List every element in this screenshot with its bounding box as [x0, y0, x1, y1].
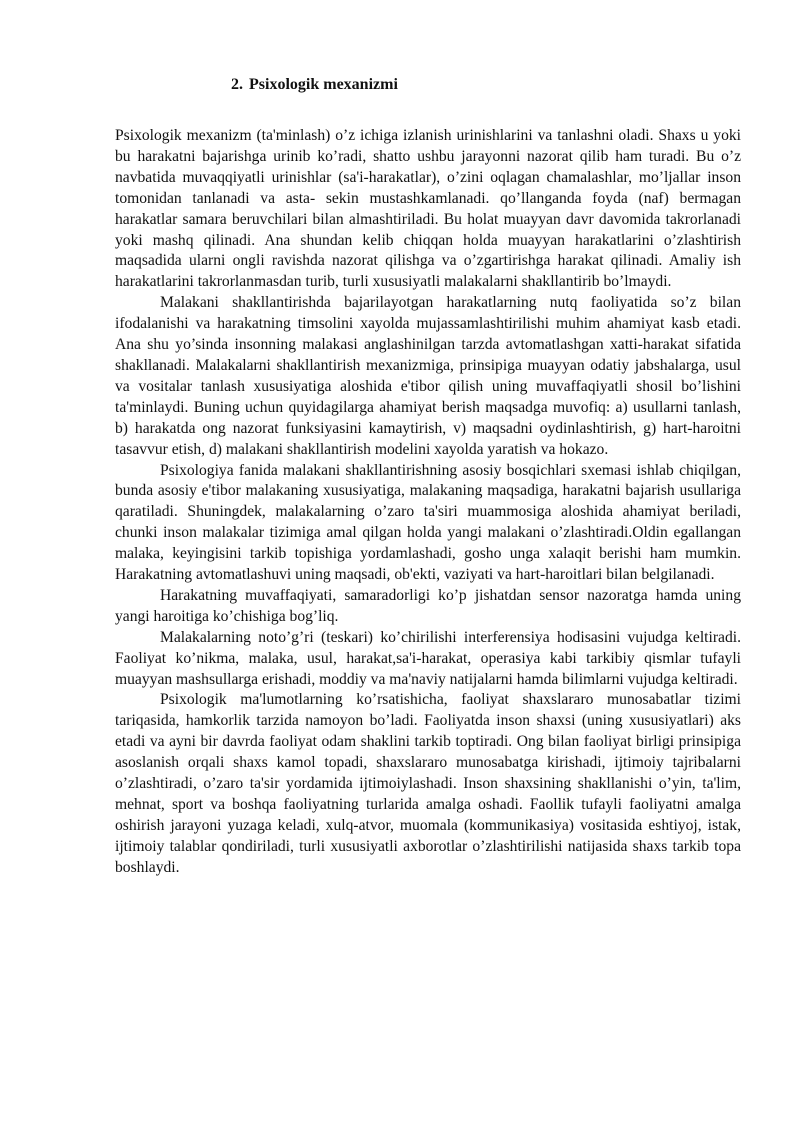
document-page: [115, 74, 741, 879]
section-heading: [115, 74, 741, 96]
paragraph-4: Harakatning muvaffaqiyati, samaradorligi ko’p jishatdan sensor nazoratga hamda uning yangi haroitiga ko’chishiga bog’liq.: [115, 586, 741, 625]
paragraph-5: Malakalarning noto’g’ri (teskari) ko’chirilishi interferensiya hodisasini vujudga keltiradi. Faoliyat ko’nikma, malaka, usul, harakat,sa'i-harakat, operasiya kabi tarkibiy qismlar tufayli muayyan mashsullarga erishadi, moddiy va ma'naviy natijalarni hamda bilimlarni vujudga keltiradi.: [115, 628, 741, 688]
paragraph-3: Psixologiya fanida malakani shakllantirishning asosiy bosqichlari sxemasi ishlab chiqilgan, bunda asosiy e'tibor malakaning xususiyatiga, malakaning maqsadiga, harakatni bajarish usullariga qaratiladi. Shuningdek, malakalarning o’zaro ta'siri muammosiga aloshida ahamiyat beriladi, chunki inson malakalar tizimiga amal qilgan holda yangi malakani o’zlashtiradi.Oldin egallangan malaka, keyingisini tarkib topishiga yordamlashadi, gosho unga xalaqit berishi ham mumkin. Harakatning avtomatlashuvi uning maqsadi, ob'ekti, vaziyati va hart-haroitlari bilan belgilanadi.: [115, 461, 741, 584]
section-title: Psixologik mexanizmi: [249, 76, 398, 93]
paragraph-1: Psixologik mexanizm (ta'minlash) o’z ichiga izlanish urinishlarini va tanlashni oladi. Shaxs u yoki bu harakatni bajarishga urinib ko’radi, shatto ushbu jarayonni nazorat qilib ham turadi. Bu o’z navbatida muvaqqiyatli urinishlar (sa'i-harakatlar), o’zini oqlagan chamalashlar, mo’ljallar inson tomonidan tanlanadi va asta- sekin mustashkamlanadi. qo’llanganda foyda (naf) bermagan harakatlar samara beruvchilari bilan almashtiriladi. Bu holat muayyan davr davomida takrorlanadi yoki mashq qilinadi. Ana shundan kelib chiqqan holda muayyan harakatlarini o’zlashtirish maqsadida ularni ongli ravishda nazorat qilishga va o’zgartirishga harakat qilinadi. Amaliy ish harakatlarini takrorlanmasdan turib, turli xususiyatli malakalarni shakllantirib bo’lmaydi.: [115, 127, 741, 291]
paragraph-2: Malakani shakllantirishda bajarilayotgan harakatlarning nutq faoliyatida so’z bilan ifodalanishi va harakatning timsolini xayolda mujassamlashtirilishi muhim ahamiyat kasb etadi. Ana shu yo’sinda insonning malakasi anglashinilgan tarzda avtomatlashgan xatti-harakat sifatida shakllanadi. Malakalarni shakllantirish mexanizmiga, prinsipiga muayyan odatiy jabshalarga, usul va vositalar tanlash xususiyatiga aloshida e'tibor qilish uning muvaffaqiyatli shosil bo’lishini ta'minlaydi. Buning uchun quyidagilarga ahamiyat berish maqsadga muvofiq: a) usullarni tanlash, b) harakatda ong nazorat funksiyasini kamaytirish, v) maqsadni oydinlashtirish, g) hart-haroitni tasavvur etish, d) malakani shakllantirish modelini xayolda yaratish va hokazo.: [115, 294, 741, 458]
paragraph-6: Psixologik ma'lumotlarning ko’rsatishicha, faoliyat shaxslararo munosabatlar tizimi tariqasida, hamkorlik tarzida namoyon bo’ladi. Faoliyatda inson shaxsi (uning xususiyatlari) aks etadi va ayni bir davrda faoliyat odam shaklini tarkib toptiradi. Ong bilan faoliyat birligi prinsipiga asoslanish orqali shaxs kamol topadi, shaxslararo munosabatga kirishadi, ijtimoiy tajribalarni o’zlashtiradi, o’zaro ta'sir yordamida ijtimoiylashadi. Inson shaxsining shakllanishi o’yin, ta'lim, mehnat, sport va boshqa faoliyatning turlarida amalga oshadi. Faollik tufayli faoliyatni amalga oshirish jarayoni yuzaga keladi, xulq-atvor, muomala (kommunikasiya) vositasida eshtiyoj, istak, ijtimoiy talablar qondiriladi, turli xususiyatli axborotlar o’zlashtirilishi natijasida shaxs tarkib topa boshlaydi.: [115, 691, 741, 876]
section-number: 2.: [231, 76, 243, 93]
